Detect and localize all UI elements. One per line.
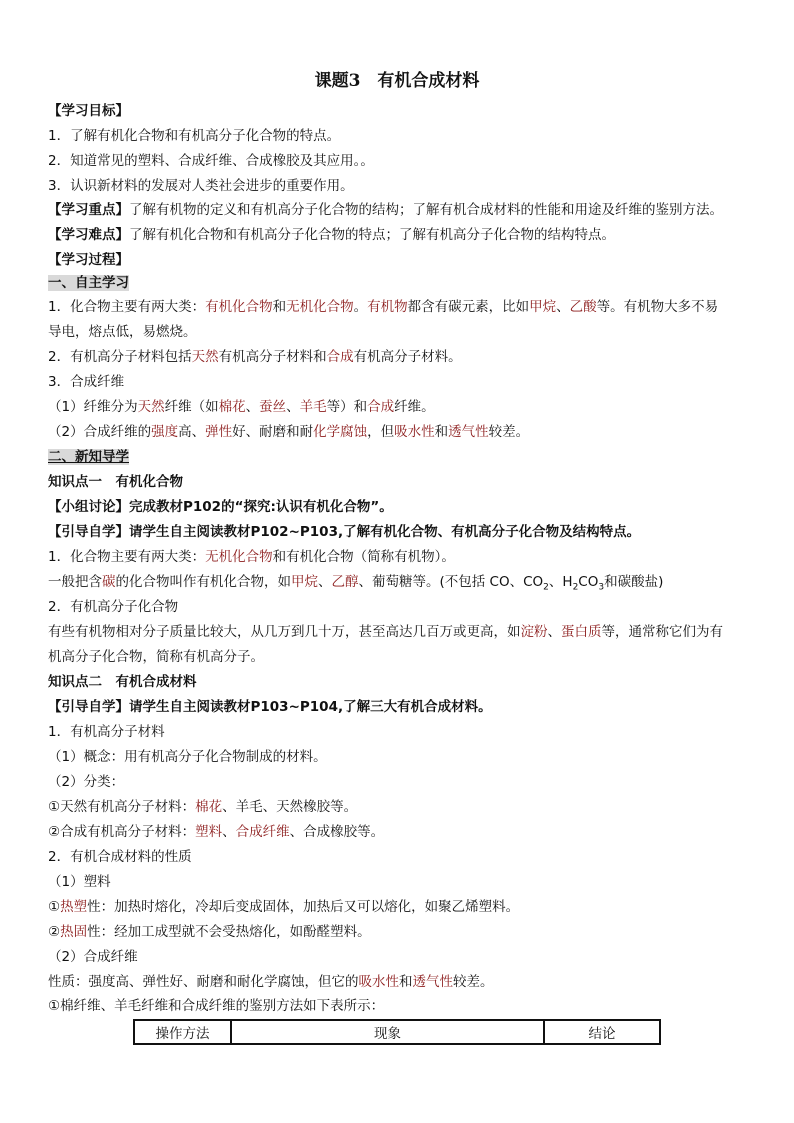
- knowledge-point-2-title: 知识点二 有机合成材料: [48, 674, 197, 690]
- table-header-conclusion: 结论: [544, 1020, 660, 1044]
- self-study-line-5: （2）合成纤维的强度高、弹性好、耐磨和耐化学腐蚀，但吸水性和透气性较差。: [48, 424, 530, 440]
- material-line-6: 2．有机合成材料的性质: [48, 849, 192, 865]
- table-header-method: 操作方法: [134, 1020, 231, 1044]
- self-study-line-2: 2．有机高分子材料包括天然有机高分子材料和合成有机高分子材料。: [48, 349, 462, 365]
- material-line-9: ②热固性：经加工成型就不会受热熔化，如酚醛塑料。: [48, 924, 371, 940]
- material-line-3: （2）分类：: [48, 774, 125, 790]
- self-study-line-3: 3．合成纤维: [48, 374, 125, 390]
- self-study-line-1: 1．化合物主要有两大类：有机化合物和无机化合物。有机物都含有碳元素，比如甲烷、乙酸等。有机物大多不易: [48, 299, 719, 315]
- key-points-text: 了解有机物的定义和有机高分子化合物的结构；了解有机合成材料的性能和用途及纤维的鉴别方法。: [129, 202, 723, 218]
- organic-line-2: 一般把含碳的化合物叫作有机化合物，如甲烷、乙醇、葡萄糖等。(不包括 CO、$CO_2$、$H_2CO_3$和碳酸盐): [48, 574, 664, 593]
- material-line-10: （2）合成纤维: [48, 949, 138, 965]
- new-knowledge-heading: 二、新知导学: [48, 449, 129, 465]
- guided-study-2: 【引导自学】请学生自主阅读教材P103~P104,了解三大有机合成材料。: [48, 699, 492, 715]
- objective-item-2: 2．知道常见的塑料、合成纤维、合成橡胶及其应用。。: [48, 153, 374, 169]
- table-header-row: [134, 1020, 660, 1044]
- objective-item-1: 1．了解有机化合物和有机高分子化合物的特点。: [48, 128, 341, 144]
- organic-line-5: 机高分子化合物，简称有机高分子。: [48, 649, 264, 665]
- material-line-4: ①天然有机高分子材料：棉花、羊毛、天然橡胶等。: [48, 799, 358, 815]
- self-study-line-4: （1）纤维分为天然纤维（如棉花、蚕丝、羊毛等）和合成纤维。: [48, 399, 435, 415]
- fiber-identification-table: [133, 1019, 661, 1045]
- table-header-phenomenon: 现象: [231, 1020, 544, 1044]
- objectives-heading: 【学习目标】: [48, 103, 129, 119]
- key-points-label: 【学习重点】: [48, 202, 129, 218]
- material-line-12: ①棉纤维、羊毛纤维和合成纤维的鉴别方法如下表所示：: [48, 998, 385, 1014]
- material-line-1: 1．有机高分子材料: [48, 724, 165, 740]
- difficulties-label: 【学习难点】: [48, 227, 129, 243]
- knowledge-point-1-title: 知识点一 有机化合物: [48, 474, 183, 490]
- material-line-5: ②合成有机高分子材料：塑料、合成纤维、合成橡胶等。: [48, 824, 385, 840]
- self-study-line-1b: 导电，熔点低，易燃烧。: [48, 324, 197, 340]
- guided-study-1: 【引导自学】请学生自主阅读教材P102~P103,了解有机化合物、有机高分子化合物及结构特点。: [48, 524, 641, 540]
- organic-line-1: 1．化合物主要有两大类：无机化合物和有机化合物（简称有机物）。: [48, 549, 455, 565]
- objective-item-3: 3．认识新材料的发展对人类社会进步的重要作用。: [48, 178, 354, 194]
- difficulties: [48, 225, 746, 245]
- difficulties-text: 了解有机化合物和有机高分子化合物的特点；了解有机高分子化合物的结构特点。: [129, 227, 615, 243]
- organic-line-4: 有些有机物相对分子质量比较大，从几万到几十万，甚至高达几百万或更高，如淀粉、蛋白质等，通常称它们为有: [48, 624, 723, 640]
- key-points: [48, 200, 746, 220]
- material-line-7: （1）塑料: [48, 874, 111, 890]
- material-line-2: （1）概念：用有机高分子化合物制成的材料。: [48, 749, 327, 765]
- page-title: 课题3 有机合成材料: [314, 71, 480, 91]
- material-line-11: 性质：强度高、弹性好、耐磨和耐化学腐蚀，但它的吸水性和透气性较差。: [48, 974, 494, 990]
- self-study-heading: 一、自主学习: [48, 275, 129, 291]
- organic-line-3: 2．有机高分子化合物: [48, 599, 179, 615]
- material-line-8: ①热塑性：加热时熔化，冷却后变成固体，加热后又可以熔化，如聚乙烯塑料。: [48, 899, 520, 915]
- group-discussion: 【小组讨论】完成教材P102的“探究:认识有机化合物”。: [48, 499, 393, 515]
- process-heading: 【学习过程】: [48, 252, 129, 268]
